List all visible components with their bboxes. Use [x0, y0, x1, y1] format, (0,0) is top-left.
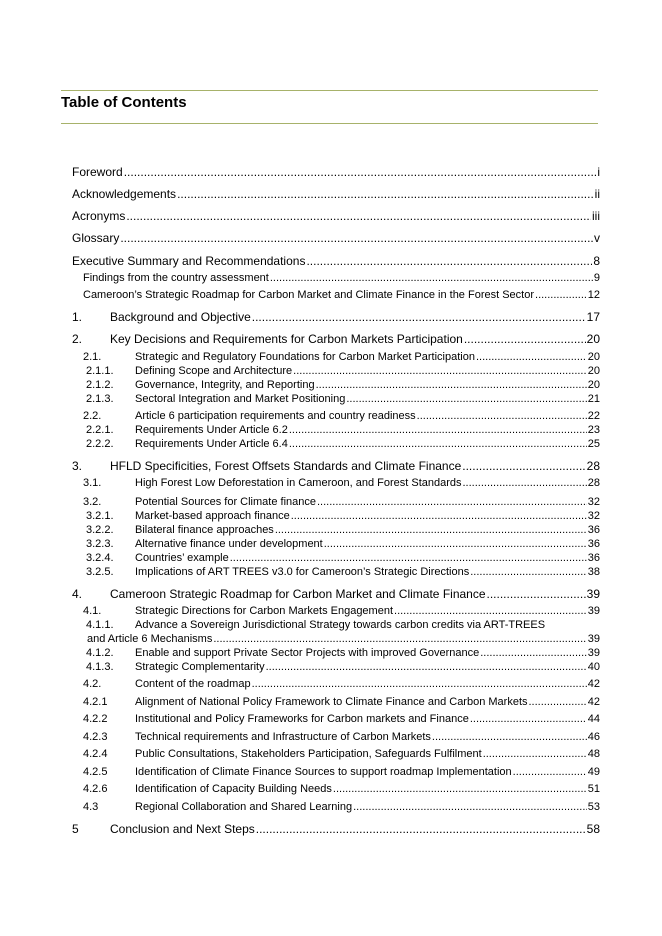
toc-entry-3-2-1[interactable]: 3.2.1. Market-based approach finance ..... 32: [72, 510, 600, 522]
toc-entry-2-1-1[interactable]: 2.1.1. Defining Scope and Architecture ..... 20: [72, 365, 600, 377]
toc-entry-2-1-3[interactable]: 2.1.3. Sectoral Integration and Market Positioning ..... 21: [72, 393, 600, 405]
top-rule: [61, 90, 598, 91]
toc-entry-foreword[interactable]: Foreword ..... i: [72, 165, 600, 179]
toc-entry-3-2-2[interactable]: 3.2.2. Bilateral finance approaches ..... 36: [72, 524, 600, 536]
toc-entry-2-1[interactable]: 2.1. Strategic and Regulatory Foundations for Carbon Market Participation ..... 20: [72, 351, 600, 363]
toc-entry-4-1-1-continued[interactable]: and Article 6 Mechanisms ..... 39: [87, 633, 600, 645]
toc-entry-4-1-2[interactable]: 4.1.2. Enable and support Private Sector Projects with improved Governance ..... 39: [72, 647, 600, 659]
toc-entry-3-2-5[interactable]: 3.2.5. Implications of ART TREES v3.0 for Cameroon’s Strategic Directions ..... 38: [72, 566, 600, 578]
toc-section-5[interactable]: 5 Conclusion and Next Steps ..... 58: [72, 822, 600, 836]
toc-entry-2-1-2[interactable]: 2.1.2. Governance, Integrity, and Reporting ..... 20: [72, 379, 600, 391]
toc-entry-3-2-3[interactable]: 3.2.3. Alternative finance under development ..... 36: [72, 538, 600, 550]
toc-section-3[interactable]: 3. HFLD Specificities, Forest Offsets Standards and Climate Finance ..... 28: [72, 459, 600, 473]
toc-entry-acronyms[interactable]: Acronyms ..... iii: [72, 209, 600, 223]
toc-entry-4-2-6[interactable]: 4.2.6 Identification of Capacity Building Needs ..... 51: [72, 783, 600, 795]
toc-entry-4-2-3[interactable]: 4.2.3 Technical requirements and Infrastructure of Carbon Markets ..... 46: [72, 731, 600, 743]
toc-section-2[interactable]: 2. Key Decisions and Requirements for Carbon Markets Participation ..... 20: [72, 332, 600, 346]
toc-entry-2-2-1[interactable]: 2.2.1. Requirements Under Article 6.2 ..... 23: [72, 424, 600, 436]
toc-entry-acknowledgements[interactable]: Acknowledgements ..... ii: [72, 187, 600, 201]
toc-entry-4-2-2[interactable]: 4.2.2 Institutional and Policy Frameworks for Carbon markets and Finance ..... 44: [72, 713, 600, 725]
toc-entry-4-2-5[interactable]: 4.2.5 Identification of Climate Finance Sources to support roadmap Implementation ..... 49: [72, 766, 600, 778]
page-title: Table of Contents: [61, 94, 187, 111]
toc-entry-4-2-1[interactable]: 4.2.1 Alignment of National Policy Framework to Climate Finance and Carbon Markets ..... 42: [72, 696, 600, 708]
toc-entry-4-3[interactable]: 4.3 Regional Collaboration and Shared Learning ..... 53: [72, 801, 600, 813]
toc-entry-2-2-2[interactable]: 2.2.2. Requirements Under Article 6.4 ..... 25: [72, 438, 600, 450]
toc-entry-4-1-1[interactable]: 4.1.1. Advance a Sovereign Jurisdictional Strategy towards carbon credits via ART-TREES: [86, 619, 546, 631]
toc-entry-4-1-3[interactable]: 4.1.3. Strategic Complementarity ..... 40: [72, 661, 600, 673]
toc-entry-4-2[interactable]: 4.2. Content of the roadmap ..... 42: [72, 678, 600, 690]
toc-entry-2-2[interactable]: 2.2. Article 6 participation requirements and country readiness ..... 22: [72, 410, 600, 422]
toc-entry-glossary[interactable]: Glossary ..... v: [72, 231, 600, 245]
toc-entry-4-2-4[interactable]: 4.2.4 Public Consultations, Stakeholders Participation, Safeguards Fulfilment ..... 48: [72, 748, 600, 760]
toc-entry-3-2-4[interactable]: 3.2.4. Countries’ example ..... 36: [72, 552, 600, 564]
bottom-rule: [61, 123, 598, 124]
toc-entry-4-1[interactable]: 4.1. Strategic Directions for Carbon Markets Engagement ..... 39: [72, 605, 600, 617]
toc-entry-3-1[interactable]: 3.1. High Forest Low Deforestation in Cameroon, and Forest Standards ..... 28: [72, 477, 600, 489]
toc-section-1[interactable]: 1. Background and Objective ..... 17: [72, 310, 600, 324]
toc-entry-3-2[interactable]: 3.2. Potential Sources for Climate finance ..... 32: [72, 496, 600, 508]
toc-section-4[interactable]: 4. Cameroon Strategic Roadmap for Carbon Market and Climate Finance ..... 39: [72, 587, 600, 601]
toc-entry-strategic-roadmap-summary[interactable]: Cameroon’s Strategic Roadmap for Carbon Market and Climate Finance in the Forest Sector ..... 12: [72, 289, 600, 301]
toc-entry-executive-summary[interactable]: Executive Summary and Recommendations ..... 8: [72, 254, 600, 268]
toc-entry-findings[interactable]: Findings from the country assessment ..... 9: [72, 272, 600, 284]
